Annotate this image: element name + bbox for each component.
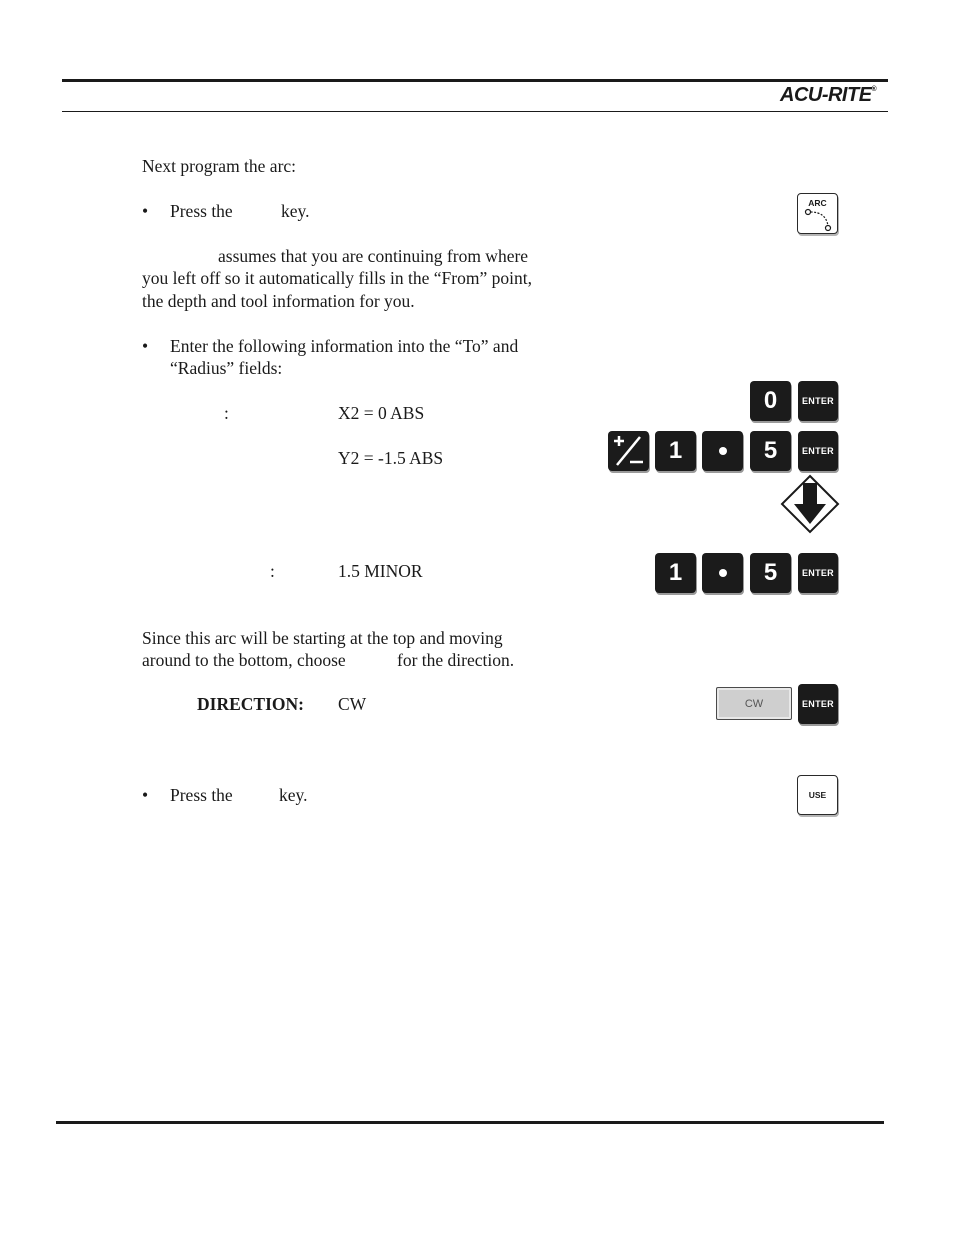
bullet: •	[142, 201, 149, 221]
header-rule-thick	[62, 79, 888, 82]
down-arrow-key[interactable]	[780, 474, 840, 534]
direction-text-line1: Since this arc will be starting at the top and moving	[142, 628, 503, 648]
one-key[interactable]: 1	[655, 431, 696, 471]
step1-text-before: Press the	[170, 201, 233, 221]
enter-key[interactable]: ENTER	[798, 381, 838, 421]
arc-key-label: ARC	[808, 198, 827, 208]
assumes-line1: assumes that you are continuing from where	[218, 246, 529, 266]
footer-rule	[56, 1121, 884, 1124]
zero-key[interactable]: 0	[750, 381, 791, 421]
enter-key[interactable]: ENTER	[798, 553, 838, 593]
step2-line2: “Radius” fields:	[170, 358, 283, 378]
step1-text-after: key.	[281, 201, 310, 221]
arc-key[interactable]	[797, 193, 838, 234]
decimal-point-icon	[719, 447, 727, 455]
step3-text-after: key.	[279, 785, 308, 805]
plus-minus-key[interactable]	[608, 431, 649, 471]
five-key[interactable]: 5	[750, 431, 791, 471]
down-arrow-icon	[780, 474, 840, 534]
assumes-line2: you left off so it automatically fills in the “From” point,	[142, 268, 532, 288]
direction-text-line2-after: for the direction.	[397, 650, 515, 670]
decimal-key[interactable]	[702, 553, 743, 593]
step2-line1: Enter the following information into the “To” and	[170, 336, 519, 356]
y2-value: Y2 = -1.5 ABS	[338, 448, 444, 468]
cw-softkey[interactable]: CW	[716, 687, 792, 720]
direction-value: CW	[338, 694, 367, 714]
direction-text-line2-before: around to the bottom, choose	[142, 650, 346, 670]
one-key[interactable]: 1	[655, 553, 696, 593]
header-rule-thin	[62, 111, 888, 112]
five-key[interactable]: 5	[750, 553, 791, 593]
decimal-key[interactable]	[702, 431, 743, 471]
plus-minus-icon	[608, 431, 649, 471]
bullet: •	[142, 785, 149, 805]
acu-rite-logo: ACU-RITE®	[780, 84, 877, 106]
to-colon: :	[224, 403, 229, 423]
enter-key[interactable]: ENTER	[798, 684, 838, 724]
radius-colon: :	[270, 561, 275, 581]
intro-text: Next program the arc:	[142, 156, 297, 176]
decimal-point-icon	[719, 569, 727, 577]
use-key[interactable]: USE	[797, 775, 838, 815]
x2-value: X2 = 0 ABS	[338, 403, 425, 423]
assumes-line3: the depth and tool information for you.	[142, 291, 415, 311]
radius-value: 1.5 MINOR	[338, 561, 423, 581]
enter-key[interactable]: ENTER	[798, 431, 838, 471]
arc-path-icon	[804, 208, 834, 232]
direction-label: DIRECTION:	[197, 694, 304, 714]
step3-text-before: Press the	[170, 785, 233, 805]
bullet: •	[142, 336, 149, 356]
